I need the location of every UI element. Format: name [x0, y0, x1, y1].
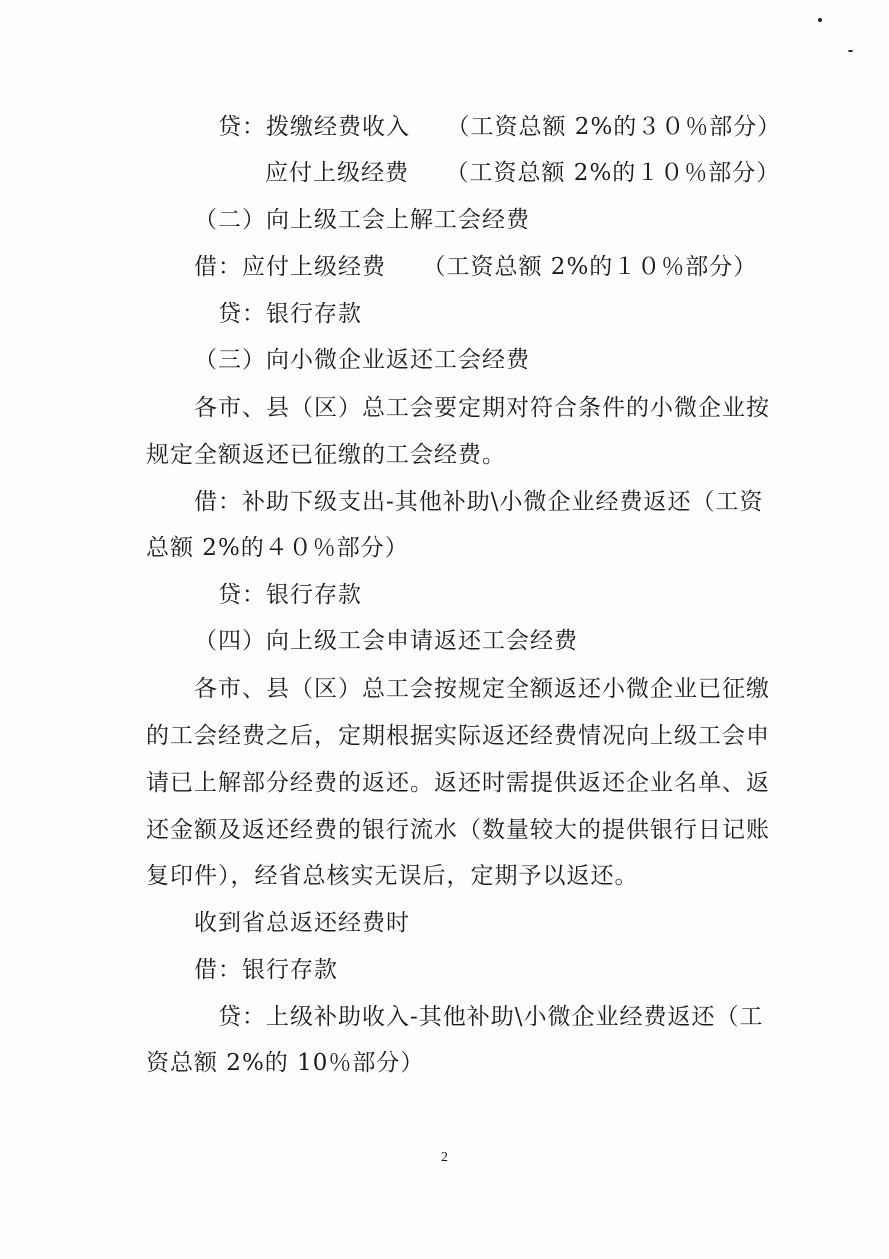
scan-speck: [848, 50, 853, 52]
paragraph-line: 收到省总返还经费时: [194, 910, 410, 936]
paragraph-line: 请已上解部分经费的返还。返还时需提供返还企业名单、返: [146, 770, 770, 796]
scan-speck: [818, 18, 822, 22]
debit-entry-line: 借：补助下级支出-其他补助\小微企业经费返还（工资: [194, 489, 764, 515]
paragraph-line: 复印件），经省总核实无误后，定期予以返还。: [146, 863, 639, 889]
paragraph-line: 各市、县（区）总工会要定期对符合条件的小微企业按: [194, 395, 770, 421]
section-heading: （二）向上级工会上解工会经费: [194, 207, 530, 233]
page-number: 2: [441, 1150, 448, 1165]
debit-entry-line: 借：应付上级经费 （工资总额 2%的１０％部分）: [194, 254, 758, 280]
credit-entry-line: 应付上级经费 （工资总额 2%的１０％部分）: [265, 160, 781, 186]
section-heading: （四）向上级工会申请返还工会经费: [194, 628, 578, 654]
paragraph-line: 规定全额返还已征缴的工会经费。: [146, 442, 506, 468]
paragraph-line: 还金额及返还经费的银行流水（数量较大的提供银行日记账: [146, 817, 770, 843]
credit-entry-line: 贷：拨缴经费收入 （工资总额 2%的３０％部分）: [218, 114, 782, 140]
credit-entry-line: 贷：上级补助收入-其他补助\小微企业经费返还（工: [218, 1004, 764, 1030]
credit-entry-line: 贷：银行存款: [218, 582, 362, 608]
paragraph-line: 的工会经费之后，定期根据实际返还经费情况向上级工会申: [146, 723, 770, 749]
debit-entry-line: 借：银行存款: [194, 957, 338, 983]
paragraph-line: 各市、县（区）总工会按规定全额返还小微企业已征缴: [194, 676, 770, 702]
section-heading: （三）向小微企业返还工会经费: [194, 347, 530, 373]
paragraph-line: 资总额 2%的 10％部分）: [146, 1050, 425, 1076]
paragraph-line: 总额 2%的４０％部分）: [146, 535, 409, 561]
credit-entry-line: 贷：银行存款: [218, 301, 362, 327]
